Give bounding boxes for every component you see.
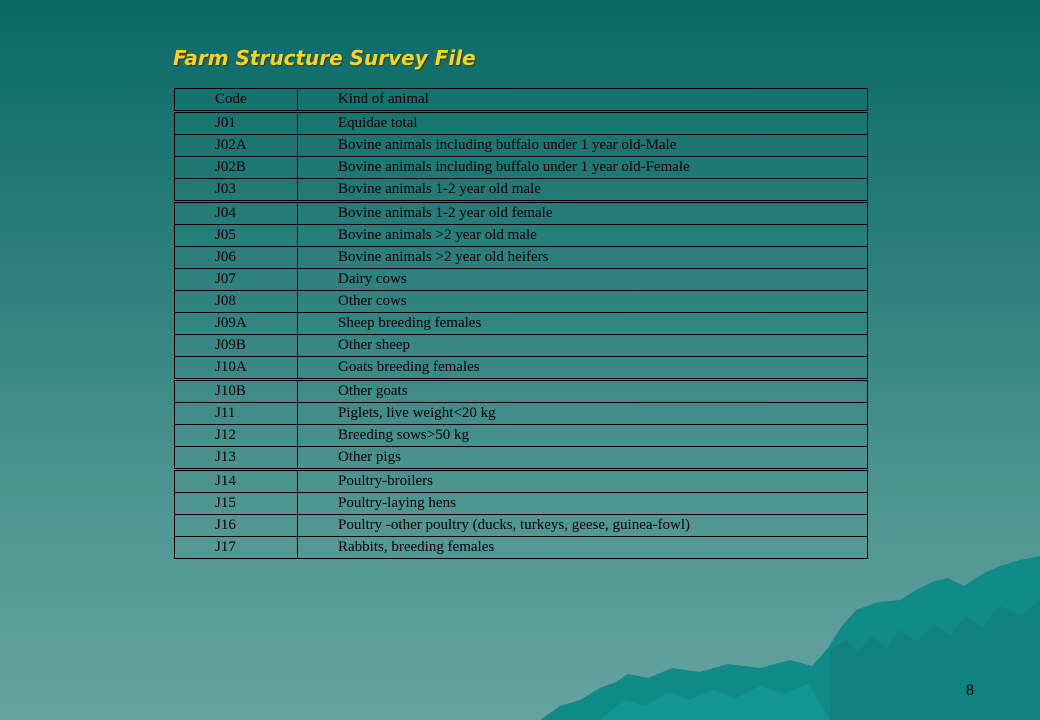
row-code: J17 [175, 537, 298, 559]
row-kind: Equidae total [298, 112, 868, 135]
row-code: J09B [175, 335, 298, 357]
row-code: J10B [175, 380, 298, 403]
row-kind: Other sheep [298, 335, 868, 357]
row-kind: Bovine animals including buffalo under 1 year old-Male [298, 135, 868, 157]
slide-title: Farm Structure Survey File [173, 46, 476, 70]
row-kind: Sheep breeding females [298, 313, 868, 335]
page-number: 8 [966, 682, 974, 699]
row-code: J16 [175, 515, 298, 537]
row-code: J14 [175, 470, 298, 493]
row-code: J02A [175, 135, 298, 157]
row-kind: Bovine animals 1-2 year old female [298, 202, 868, 225]
row-kind: Bovine animals including buffalo under 1 year old-Female [298, 157, 868, 179]
row-kind: Rabbits, breeding females [298, 537, 868, 559]
row-code: J01 [175, 112, 298, 135]
row-kind: Poultry-broilers [298, 470, 868, 493]
header-kind: Kind of animal [298, 89, 868, 112]
header-code: Code [175, 89, 298, 112]
row-code: J06 [175, 247, 298, 269]
row-code: J04 [175, 202, 298, 225]
row-kind: Breeding sows>50 kg [298, 425, 868, 447]
row-code: J03 [175, 179, 298, 202]
row-kind: Poultry -other poultry (ducks, turkeys, geese, guinea-fowl) [298, 515, 868, 537]
row-code: J07 [175, 269, 298, 291]
row-code: J11 [175, 403, 298, 425]
row-code: J02B [175, 157, 298, 179]
row-code: J10A [175, 357, 298, 380]
row-code: J08 [175, 291, 298, 313]
row-code: J09A [175, 313, 298, 335]
row-code: J05 [175, 225, 298, 247]
row-kind: Bovine animals >2 year old heifers [298, 247, 868, 269]
row-kind: Dairy cows [298, 269, 868, 291]
row-kind: Bovine animals >2 year old male [298, 225, 868, 247]
row-kind: Bovine animals 1-2 year old male [298, 179, 868, 202]
row-kind: Poultry-laying hens [298, 493, 868, 515]
row-code: J13 [175, 447, 298, 470]
row-kind: Goats breeding females [298, 357, 868, 380]
row-kind: Piglets, live weight<20 kg [298, 403, 868, 425]
row-code: J15 [175, 493, 298, 515]
row-kind: Other cows [298, 291, 868, 313]
row-kind: Other goats [298, 380, 868, 403]
row-code: J12 [175, 425, 298, 447]
row-kind: Other pigs [298, 447, 868, 470]
